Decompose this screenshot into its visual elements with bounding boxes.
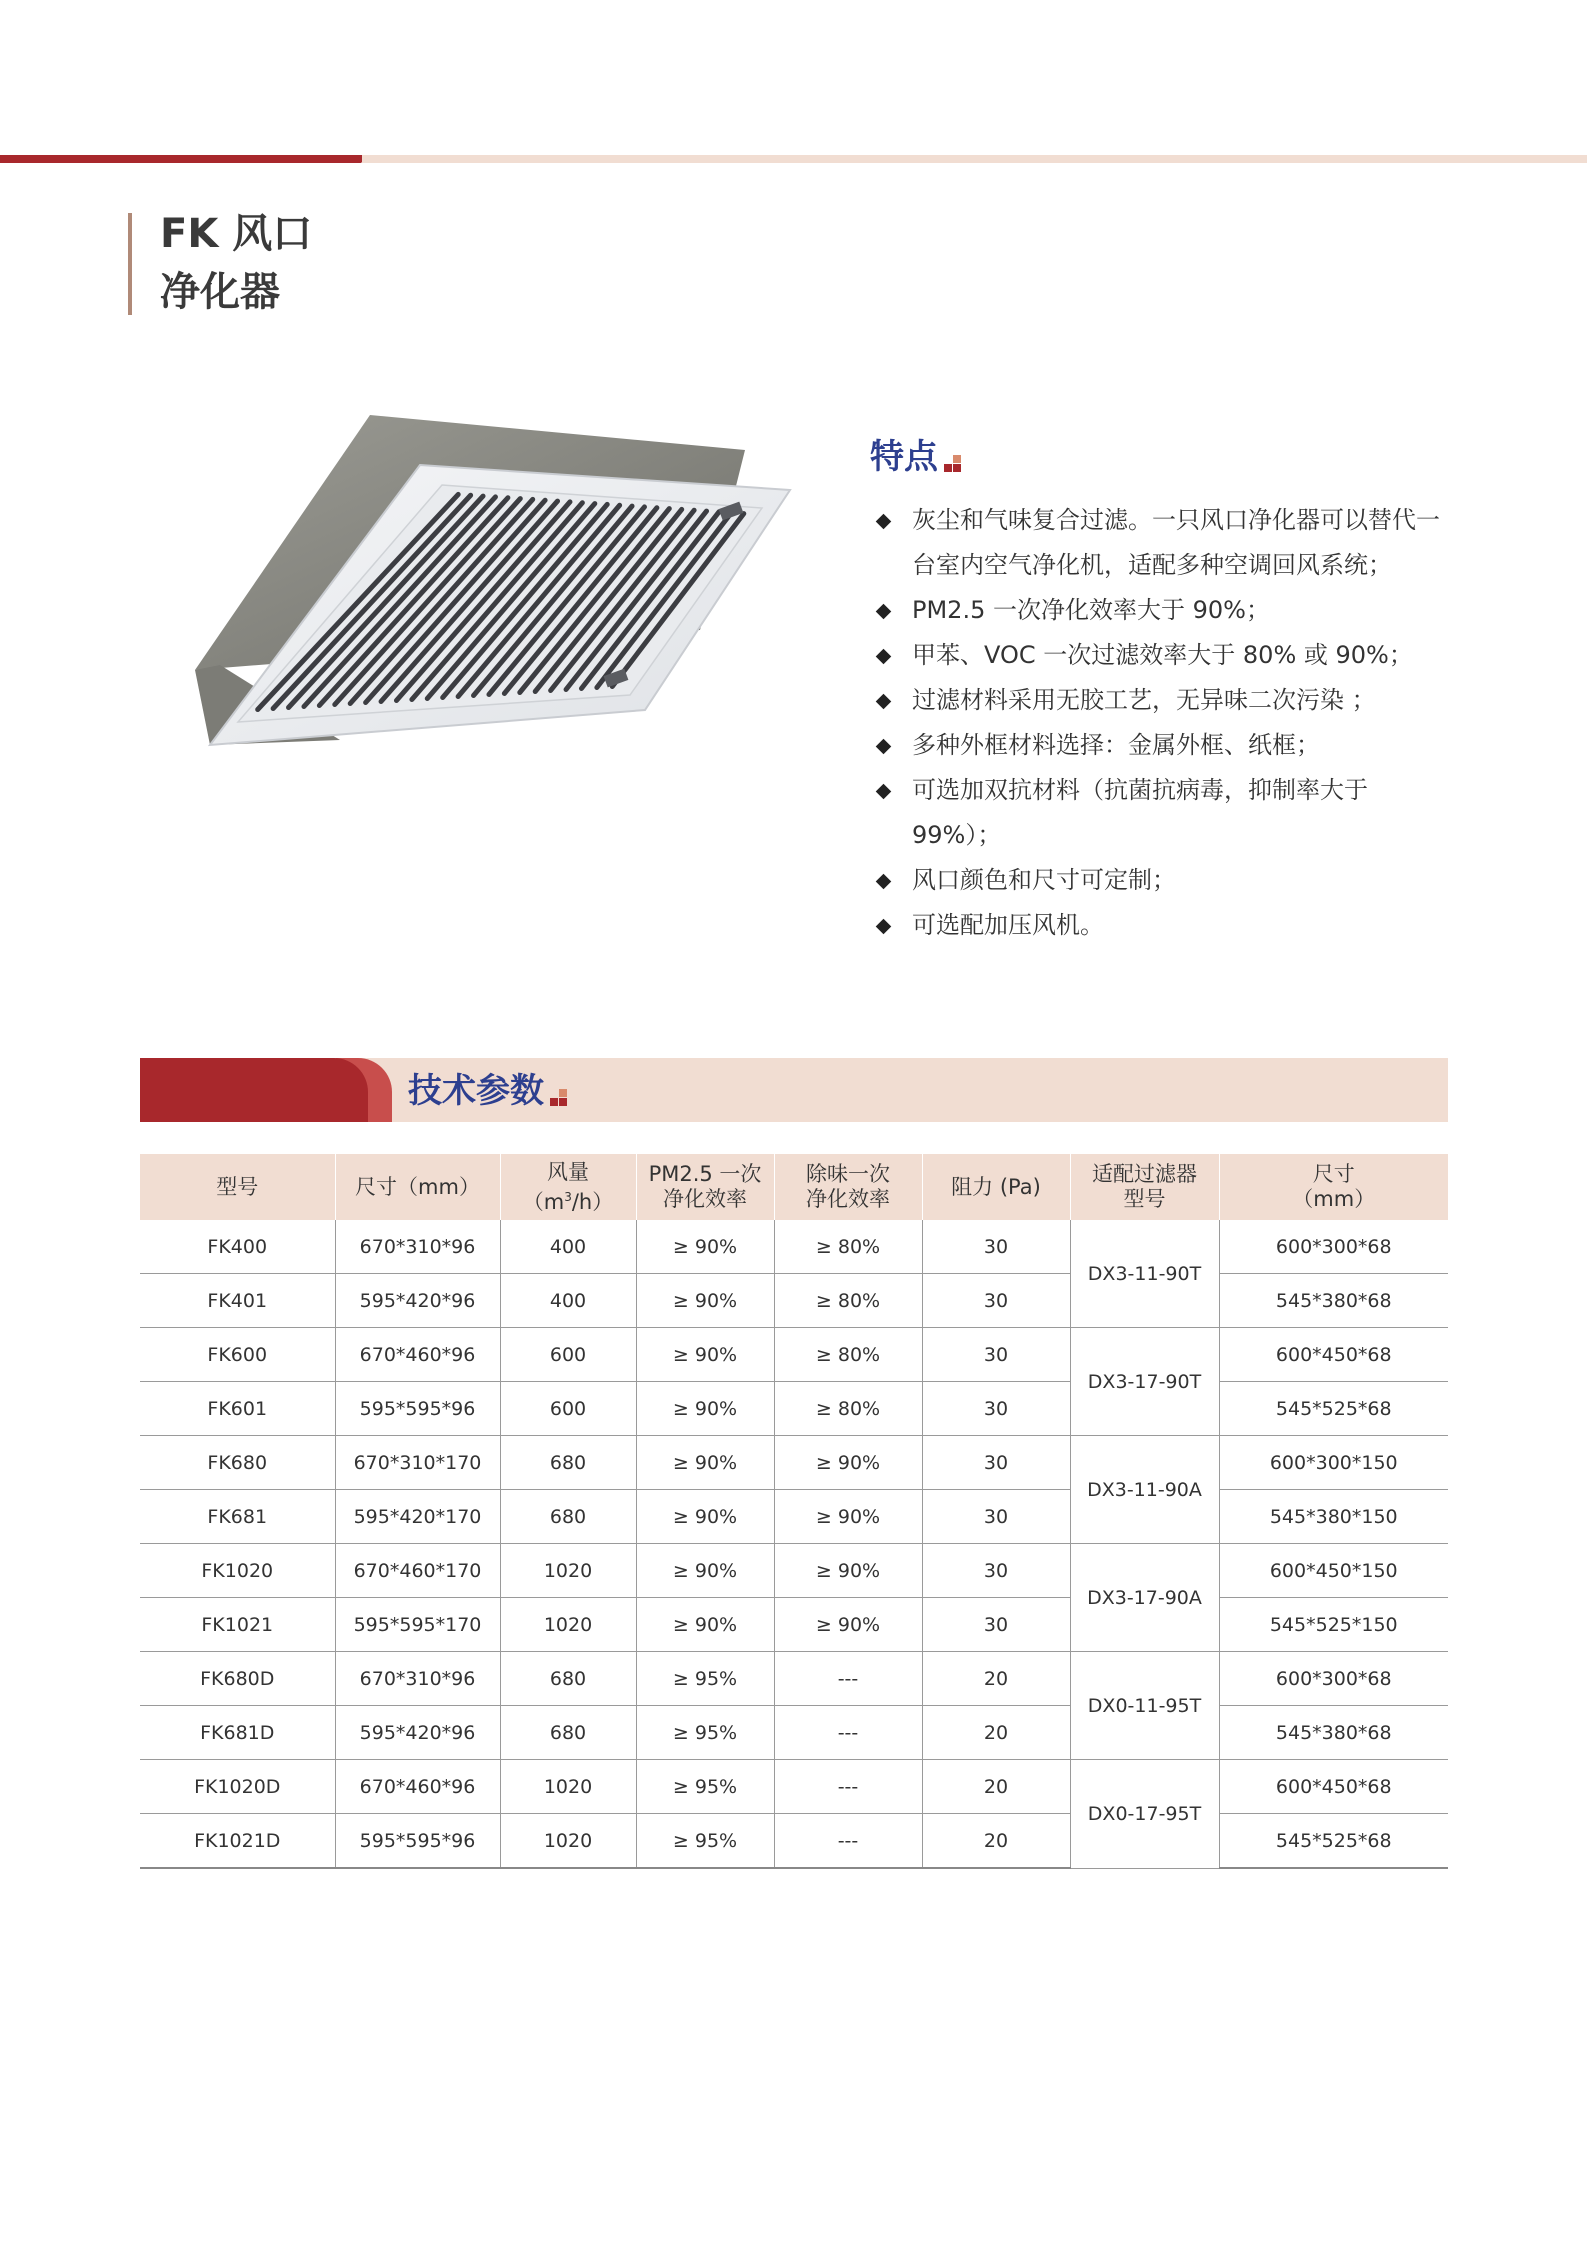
cell-odor: ≥ 80% <box>774 1274 922 1328</box>
cell-airflow: 400 <box>500 1220 636 1274</box>
cell-size: 595*595*96 <box>335 1382 500 1436</box>
cell-filter-size: 600*300*68 <box>1219 1652 1448 1706</box>
heading-dots-icon <box>944 454 962 472</box>
cell-odor: ≥ 80% <box>774 1382 922 1436</box>
product-title <box>160 205 312 321</box>
cell-pm: ≥ 90% <box>636 1598 774 1652</box>
cell-model: FK1020 <box>140 1544 335 1598</box>
cell-size: 670*460*96 <box>335 1760 500 1814</box>
cell-filter-size: 545*380*68 <box>1219 1706 1448 1760</box>
cell-filter-model: DX0-17-95T <box>1070 1760 1219 1869</box>
cell-pm: ≥ 90% <box>636 1436 774 1490</box>
title-accent-bar <box>128 213 132 315</box>
cell-size: 670*310*96 <box>335 1220 500 1274</box>
col-header-filter-model: 适配过滤器 型号 <box>1070 1154 1219 1220</box>
diamond-bullet-icon <box>876 919 892 935</box>
cell-resistance: 20 <box>922 1652 1070 1706</box>
cell-pm: ≥ 90% <box>636 1220 774 1274</box>
cell-pm: ≥ 90% <box>636 1274 774 1328</box>
cell-model: FK1021D <box>140 1814 335 1869</box>
cell-filter-model: DX3-11-90T <box>1070 1220 1219 1328</box>
cell-filter-size: 600*450*68 <box>1219 1328 1448 1382</box>
col-header-filter-size: 尺寸 （mm） <box>1219 1154 1448 1220</box>
cell-odor: ≥ 90% <box>774 1436 922 1490</box>
feature-text: 过滤材料采用无胶工艺，无异味二次污染 ； <box>912 686 1376 714</box>
diamond-bullet-icon <box>876 604 892 620</box>
feature-text: 灰尘和气味复合过滤。一只风口净化器可以替代一台室内空气净化机，适配多种空调回风系统； <box>912 506 1440 579</box>
feature-text: 甲苯、VOC 一次过滤效率大于 80% 或 90%； <box>912 641 1413 669</box>
cell-model: FK600 <box>140 1328 335 1382</box>
col-header-pm25-efficiency: PM2.5 一次 净化效率 <box>636 1154 774 1220</box>
table-row <box>140 1814 1448 1869</box>
cell-resistance: 20 <box>922 1760 1070 1814</box>
cell-resistance: 30 <box>922 1220 1070 1274</box>
tech-band-red-tab <box>140 1058 368 1122</box>
cell-filter-size: 600*300*68 <box>1219 1220 1448 1274</box>
col-header-airflow: 风量 $(m^3/h)$ <box>500 1154 636 1220</box>
tech-params-heading-text: 技术参数 <box>408 1071 544 1111</box>
cell-airflow: 400 <box>500 1274 636 1328</box>
cell-filter-model: DX3-11-90A <box>1070 1436 1219 1544</box>
col-header-size: 尺寸（mm） <box>335 1154 500 1220</box>
col-header-odor-efficiency: 除味一次 净化效率 <box>774 1154 922 1220</box>
feature-text: 风口颜色和尺寸可定制； <box>912 866 1176 894</box>
table-row <box>140 1598 1448 1652</box>
cell-airflow: 680 <box>500 1490 636 1544</box>
diamond-bullet-icon <box>876 784 892 800</box>
cell-filter-size: 545*525*150 <box>1219 1598 1448 1652</box>
cell-airflow: 680 <box>500 1652 636 1706</box>
top-decorative-rule <box>0 155 1587 163</box>
features-heading-text: 特点 <box>870 437 938 477</box>
cell-size: 670*460*96 <box>335 1328 500 1382</box>
cell-model: FK400 <box>140 1220 335 1274</box>
cell-filter-size: 545*380*68 <box>1219 1274 1448 1328</box>
table-row <box>140 1328 1448 1382</box>
cell-filter-size: 545*525*68 <box>1219 1814 1448 1869</box>
diamond-bullet-icon <box>876 874 892 890</box>
cell-airflow: 1020 <box>500 1598 636 1652</box>
feature-text: 可选加双抗材料（抗菌抗病毒，抑制率大于 99%）； <box>912 776 1368 849</box>
cell-model: FK681 <box>140 1490 335 1544</box>
cell-odor: --- <box>774 1814 922 1869</box>
top-rule-light-segment <box>362 155 1587 163</box>
cell-resistance: 20 <box>922 1814 1070 1869</box>
cell-pm: ≥ 95% <box>636 1706 774 1760</box>
feature-item <box>870 723 1450 768</box>
cell-odor: ≥ 90% <box>774 1490 922 1544</box>
cell-resistance: 20 <box>922 1706 1070 1760</box>
cell-filter-size: 600*450*68 <box>1219 1760 1448 1814</box>
diamond-bullet-icon <box>876 694 892 710</box>
cell-resistance: 30 <box>922 1436 1070 1490</box>
table-row <box>140 1382 1448 1436</box>
cell-size: 670*460*170 <box>335 1544 500 1598</box>
cell-model: FK680D <box>140 1652 335 1706</box>
cell-odor: ≥ 80% <box>774 1328 922 1382</box>
cell-pm: ≥ 95% <box>636 1814 774 1869</box>
cell-model: FK601 <box>140 1382 335 1436</box>
cell-airflow: 680 <box>500 1436 636 1490</box>
cell-filter-model: DX3-17-90T <box>1070 1328 1219 1436</box>
feature-item <box>870 588 1450 633</box>
table-row <box>140 1544 1448 1598</box>
cell-odor: --- <box>774 1652 922 1706</box>
features-heading <box>870 432 962 482</box>
feature-text: 可选配加压风机。 <box>912 911 1104 939</box>
col-header-resistance: 阻力 (Pa) <box>922 1154 1070 1220</box>
cell-filter-size: 600*300*150 <box>1219 1436 1448 1490</box>
heading-dots-icon <box>550 1088 568 1106</box>
cell-pm: ≥ 90% <box>636 1382 774 1436</box>
diamond-bullet-icon <box>876 649 892 665</box>
col-header-model: 型号 <box>140 1154 335 1220</box>
cell-size: 670*310*170 <box>335 1436 500 1490</box>
diamond-bullet-icon <box>876 739 892 755</box>
cell-model: FK680 <box>140 1436 335 1490</box>
table-row <box>140 1706 1448 1760</box>
tech-params-heading <box>408 1066 568 1116</box>
cell-airflow: 1020 <box>500 1760 636 1814</box>
cell-odor: --- <box>774 1760 922 1814</box>
feature-item <box>870 903 1450 948</box>
cell-resistance: 30 <box>922 1328 1070 1382</box>
cell-size: 595*420*170 <box>335 1490 500 1544</box>
product-illustration <box>190 410 800 750</box>
tech-params-band <box>140 1058 1448 1122</box>
table-row <box>140 1490 1448 1544</box>
cell-filter-model: DX3-17-90A <box>1070 1544 1219 1652</box>
table-header-row <box>140 1154 1448 1220</box>
product-title-line1: FK 风口 <box>160 211 313 257</box>
cell-size: 595*420*96 <box>335 1706 500 1760</box>
cell-airflow: 1020 <box>500 1544 636 1598</box>
cell-pm: ≥ 90% <box>636 1544 774 1598</box>
cell-pm: ≥ 90% <box>636 1490 774 1544</box>
cell-pm: ≥ 95% <box>636 1760 774 1814</box>
cell-model: FK1021 <box>140 1598 335 1652</box>
cell-odor: ≥ 90% <box>774 1544 922 1598</box>
product-title-line2: 净化器 <box>160 269 280 315</box>
cell-model: FK401 <box>140 1274 335 1328</box>
cell-resistance: 30 <box>922 1382 1070 1436</box>
cell-resistance: 30 <box>922 1598 1070 1652</box>
cell-odor: ≥ 80% <box>774 1220 922 1274</box>
spec-table <box>140 1154 1448 1869</box>
feature-item <box>870 768 1450 858</box>
cell-pm: ≥ 95% <box>636 1652 774 1706</box>
cell-model: FK1020D <box>140 1760 335 1814</box>
table-row <box>140 1436 1448 1490</box>
table-row <box>140 1760 1448 1814</box>
cell-size: 595*420*96 <box>335 1274 500 1328</box>
cell-airflow: 600 <box>500 1328 636 1382</box>
cell-filter-size: 600*450*150 <box>1219 1544 1448 1598</box>
cell-resistance: 30 <box>922 1544 1070 1598</box>
cell-pm: ≥ 90% <box>636 1328 774 1382</box>
cell-airflow: 680 <box>500 1706 636 1760</box>
features-list <box>870 498 1450 948</box>
table-row <box>140 1652 1448 1706</box>
feature-text: 多种外框材料选择：金属外框、纸框； <box>912 731 1320 759</box>
top-rule-dark-segment <box>0 155 372 163</box>
feature-item <box>870 498 1450 588</box>
cell-filter-size: 545*380*150 <box>1219 1490 1448 1544</box>
cell-filter-model: DX0-11-95T <box>1070 1652 1219 1760</box>
cell-model: FK681D <box>140 1706 335 1760</box>
cell-size: 670*310*96 <box>335 1652 500 1706</box>
diamond-bullet-icon <box>876 514 892 530</box>
cell-airflow: 1020 <box>500 1814 636 1869</box>
feature-item <box>870 858 1450 903</box>
cell-size: 595*595*170 <box>335 1598 500 1652</box>
cell-resistance: 30 <box>922 1490 1070 1544</box>
cell-size: 595*595*96 <box>335 1814 500 1869</box>
cell-airflow: 600 <box>500 1382 636 1436</box>
table-row <box>140 1274 1448 1328</box>
feature-item <box>870 678 1450 723</box>
cell-resistance: 30 <box>922 1274 1070 1328</box>
feature-text: PM2.5 一次净化效率大于 90%； <box>912 596 1270 624</box>
feature-item <box>870 633 1450 678</box>
cell-odor: --- <box>774 1706 922 1760</box>
cell-odor: ≥ 90% <box>774 1598 922 1652</box>
table-row <box>140 1220 1448 1274</box>
cell-filter-size: 545*525*68 <box>1219 1382 1448 1436</box>
